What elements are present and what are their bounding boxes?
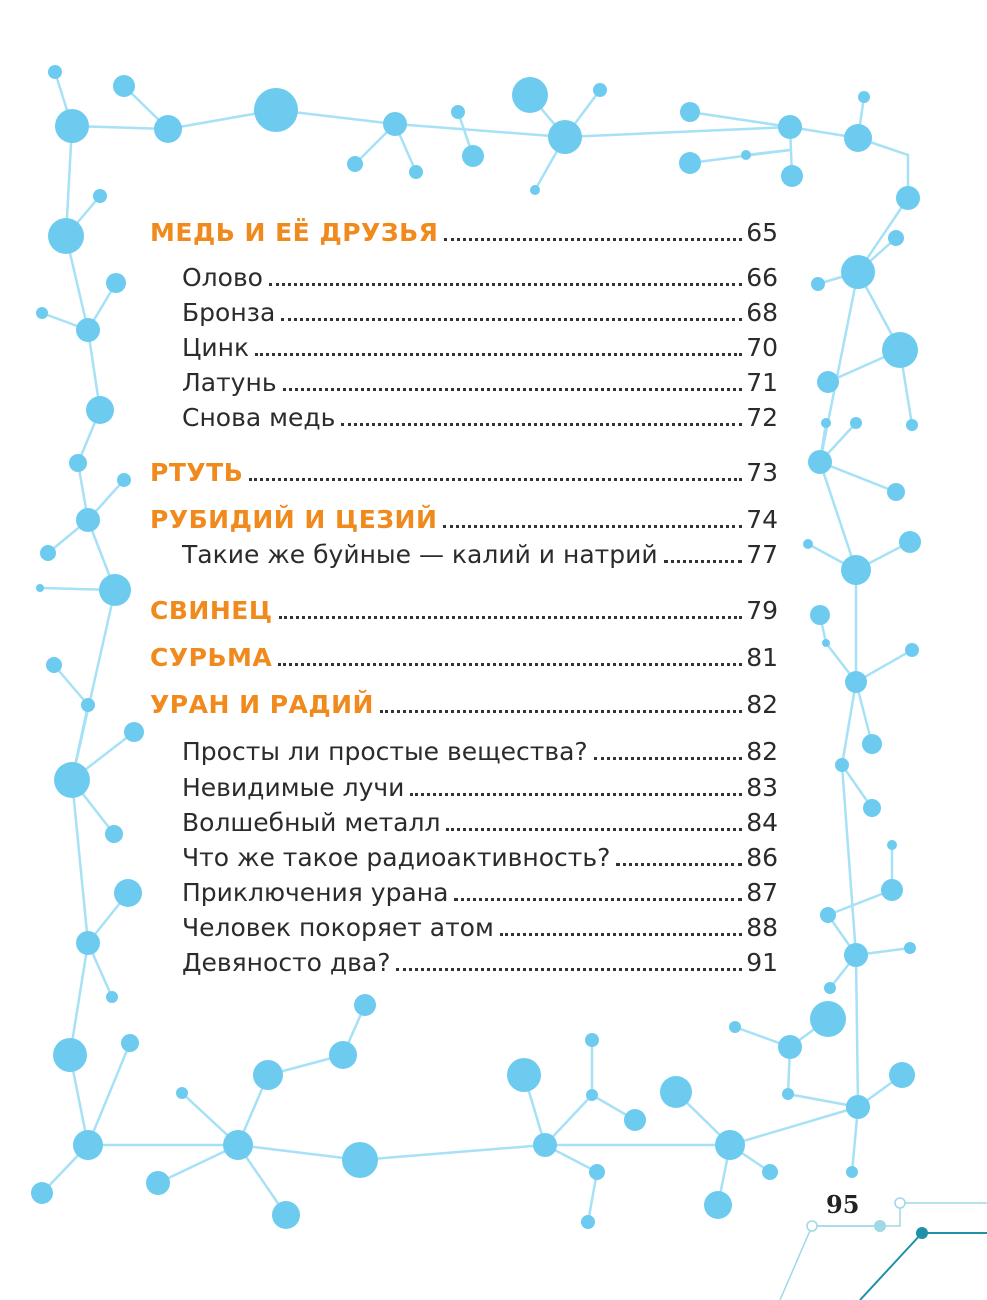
toc-entry-title: РУБИДИЙ И ЦЕЗИЙ	[150, 505, 438, 534]
page-number: 95	[826, 1190, 860, 1219]
toc-entry-title: Приключения урана	[182, 878, 449, 907]
toc-page-number: 83	[746, 773, 778, 802]
toc-entry-title: Человек покоряет атом	[182, 913, 494, 942]
toc-entry	[182, 368, 778, 402]
toc-entry	[182, 878, 778, 912]
toc-page-number: 79	[746, 596, 778, 625]
dot-leader	[279, 615, 743, 619]
toc-page-number: 73	[746, 458, 778, 487]
dot-leader	[255, 352, 742, 356]
toc-entry-title: Просты ли простые вещества?	[182, 737, 588, 766]
toc-entry	[182, 773, 778, 807]
toc-page-number: 91	[746, 948, 778, 977]
toc-entry-title: Невидимые лучи	[182, 773, 405, 802]
toc-entry	[182, 298, 778, 332]
dot-leader	[594, 756, 742, 760]
toc-entry-title: Волшебный металл	[182, 808, 441, 837]
dot-leader	[269, 282, 742, 286]
toc-entry-title: Олово	[182, 263, 263, 292]
dot-leader	[454, 897, 742, 901]
toc-entry-title: Такие же буйные — калий и натрий	[182, 540, 658, 569]
toc-entry	[182, 540, 778, 574]
toc-page-number: 66	[746, 263, 778, 292]
toc-page-number: 74	[746, 505, 778, 534]
dot-leader	[249, 477, 742, 481]
toc-heading	[150, 596, 778, 630]
dot-leader	[380, 709, 742, 713]
toc-entry-title: Девяносто два?	[182, 948, 391, 977]
toc-heading	[150, 458, 778, 492]
toc-entry-title: МЕДЬ И ЕЁ ДРУЗЬЯ	[150, 218, 439, 247]
toc-entry	[182, 263, 778, 297]
toc-entry-title: РТУТЬ	[150, 458, 244, 487]
toc-page-number: 77	[746, 540, 778, 569]
dot-leader	[341, 422, 742, 426]
toc-page-number: 82	[746, 690, 778, 719]
toc-entry-title: Латунь	[182, 368, 277, 397]
dot-leader	[616, 862, 742, 866]
toc-entry-title: Что же такое радиоактивность?	[182, 843, 611, 872]
toc-page-number: 81	[746, 643, 778, 672]
toc-entry	[182, 913, 778, 947]
toc-entry	[182, 333, 778, 367]
dot-leader	[410, 792, 742, 796]
toc-heading	[150, 505, 778, 539]
dot-leader	[443, 524, 742, 528]
toc-page-number: 65	[746, 218, 778, 247]
toc-heading	[150, 643, 778, 677]
toc-page-number: 82	[746, 737, 778, 766]
toc-entry-title: Снова медь	[182, 403, 336, 432]
toc-entry-title: СУРЬМА	[150, 643, 273, 672]
toc-page-number: 70	[746, 333, 778, 362]
toc-entry	[182, 948, 778, 982]
toc-page-number: 71	[746, 368, 778, 397]
toc-page-number: 68	[746, 298, 778, 327]
dot-leader	[278, 662, 742, 666]
dot-leader	[396, 967, 742, 971]
toc-entry-title: УРАН И РАДИЙ	[150, 690, 374, 719]
toc-entry-title: СВИНЕЦ	[150, 596, 273, 625]
dot-leader	[446, 827, 742, 831]
toc-entry	[182, 843, 778, 877]
toc-entry-title: Цинк	[182, 333, 250, 362]
dot-leader	[281, 317, 742, 321]
toc-page-number: 72	[746, 403, 778, 432]
dot-leader	[664, 559, 743, 563]
toc-entry	[182, 403, 778, 437]
toc-page-number: 86	[746, 843, 778, 872]
toc-entry-title: Бронза	[182, 298, 276, 327]
toc-heading	[150, 690, 778, 724]
toc-page-number: 84	[746, 808, 778, 837]
dot-leader	[500, 932, 742, 936]
dot-leader	[283, 387, 743, 391]
toc-entry	[182, 808, 778, 842]
toc-heading	[150, 218, 778, 252]
dot-leader	[444, 237, 742, 241]
toc-entry	[182, 737, 778, 771]
toc-page-number: 88	[746, 913, 778, 942]
toc-page-number: 87	[746, 878, 778, 907]
